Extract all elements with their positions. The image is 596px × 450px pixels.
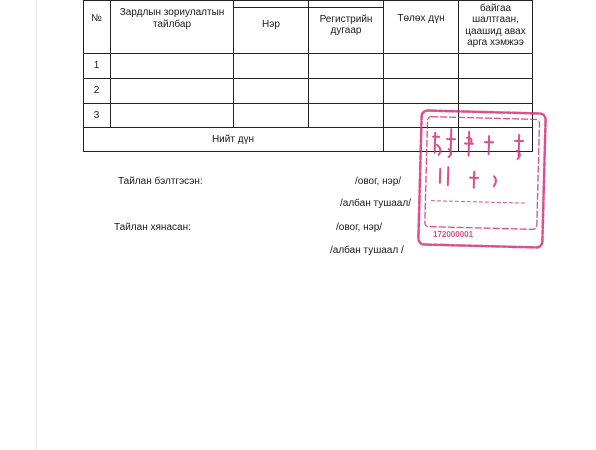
page-edge [36,0,37,450]
prepared-by-label: Тайлан бэлтгэсэн: [118,176,203,187]
header-amount-paid: Төлөх дүн [397,12,445,24]
row-number: 1 [93,60,100,72]
row-number: 2 [93,85,100,97]
stamp-number: 172000001 [433,230,474,239]
header-number: № [91,12,102,24]
header-name: Нэр [262,19,280,31]
header-reason-and-method: байгаа шалтгаан, цаашид авах арга хэмжээ [465,2,526,48]
row-number: 3 [93,109,100,121]
total-label: Нийт дүн [211,134,255,145]
header-expense-description: Зардлын зориулалтын тайлбар [119,7,225,30]
prepared-position-hint: /албан тушаал/ [340,198,411,209]
prepared-name-hint: /овог, нэр/ [355,176,402,187]
reviewed-position-hint: /албан тушаал / [330,245,404,256]
reviewed-by-label: Тайлан хянасан: [114,222,191,233]
official-stamp [416,108,548,249]
header-registration-number: Регистрийн дугаар [319,13,373,36]
reviewed-name-hint: /овог, нэр/ [336,222,383,233]
